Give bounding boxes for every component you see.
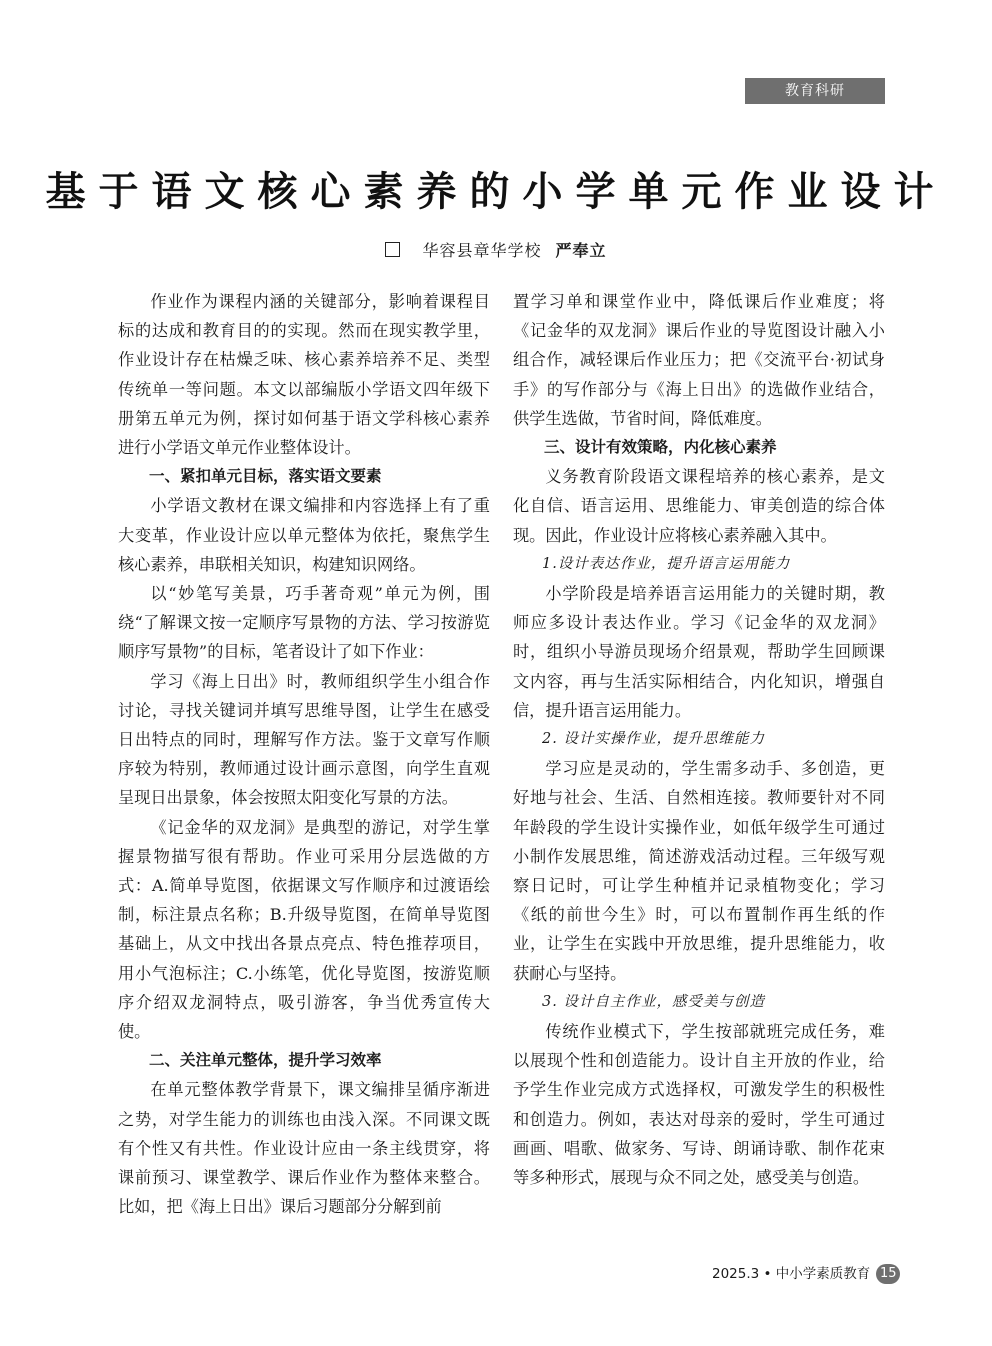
byline <box>0 238 992 261</box>
section-heading-1: 一、紧扣单元目标，落实语文要素 <box>149 467 382 486</box>
subheading-2: 2. 设计实操作业，提升思维能力 <box>542 731 765 748</box>
paragraph: 作业作为课程内涵的关键部分，影响着课程目标的达成和教育目的的实现。然而在现实教学里，作业设计存在枯燥乏味、核心素养培养不足、类型传统单一等问题。本文以部编版小学语文四年级下册第五单元为例，探讨如何基于语文学科核心素养进行小学语文单元作业整体设计。 <box>118 292 490 458</box>
paragraph: 学习应是灵动的，学生需多动手、多创造，更好地与社会、生活、自然相连接。教师要针对不同年龄段的学生设计实操作业，如低年级学生可通过小制作发展思维，简述游戏活动过程。三年级写观察日记时，可让学生种植并记录植物变化；学习《纸的前世今生》时，可以布置制作再生纸的作业，让学生在实践中开放思维，提升思维能力，收获耐心与坚持。 <box>513 759 885 983</box>
section-heading-2: 二、关注单元整体，提升学习效率 <box>149 1051 382 1070</box>
right-column <box>513 287 885 1192</box>
footer <box>712 1263 900 1285</box>
subheading-1: 1.设计表达作业，提升语言运用能力 <box>542 555 791 572</box>
paragraph: 以“妙笔写美景，巧手著奇观”单元为例，围绕“了解课文按一定顺序写景物的方法、学习按游览顺序写景物”的目标，笔者设计了如下作业： <box>118 584 490 662</box>
paragraph: 小学语文教材在课文编排和内容选择上有了重大变革，作业设计应以单元整体为依托，聚焦学生核心素养，串联相关知识，构建知识网络。 <box>118 496 490 574</box>
affiliation: 华容县章华学校 <box>422 241 542 260</box>
section-tab: 教育科研 <box>745 78 885 104</box>
paragraph: 义务教育阶段语文课程培养的核心素养，是文化自信、语言运用、思维能力、审美创造的综合体现。因此，作业设计应将核心素养融入其中。 <box>513 467 885 545</box>
page-number: 15 <box>876 1264 900 1284</box>
section-heading-3: 三、设计有效策略，内化核心素养 <box>544 438 777 457</box>
issue-info: 2025.3 • 中小学素质教育 <box>712 1266 871 1282</box>
paragraph-continued: 置学习单和课堂作业中，降低课后作业难度；将《记金华的双龙洞》课后作业的导览图设计融入小组合作，减轻课后作业压力；把《交流平台·初试身手》的写作部分与《海上日出》的选做作业结合，供学生选做，节省时间，降低难度。 <box>513 292 885 428</box>
subheading-3: 3. 设计自主作业，感受美与创造 <box>542 993 765 1010</box>
paragraph: 学习《海上日出》时，教师组织学生小组合作讨论，寻找关键词并填写思维导图，让学生在感受日出特点的同时，理解写作方法。鉴于文章写作顺序较为特别，教师通过设计画示意图，向学生直观呈现日出景象，体会按照太阳变化写景的方法。 <box>118 671 490 808</box>
paragraph: 小学阶段是培养语言运用能力的关键时期，教师应多设计表达作业。学习《记金华的双龙洞》时，组织小导游员现场介绍景观，帮助学生回顾课文内容，再与生活实际相结合，内化知识，增强自信，提升语言运用能力。 <box>513 584 885 720</box>
box-symbol <box>385 242 400 257</box>
paragraph: 在单元整体教学背景下，课文编排呈循序渐进之势，对学生能力的训练也由浅入深。不同课文既有个性又有共性。作业设计应由一条主线贯穿，将课前预习、课堂教学、课后作业作为整体来整合。比如，把《海上日出》课后习题部分分解到前 <box>118 1080 490 1217</box>
paragraph: 传统作业模式下，学生按部就班完成任务，难以展现个性和创造能力。设计自主开放的作业，给予学生作业完成方式选择权，可激发学生的积极性和创造力。例如，表达对母亲的爱时，学生可通过画画、唱歌、做家务、写诗、朗诵诗歌、制作花束等多种形式，展现与众不同之处，感受美与创造。 <box>513 1022 885 1188</box>
article-title: 基于语文核心素养的小学单元作业设计 <box>45 168 947 215</box>
paragraph: 《记金华的双龙洞》是典型的游记，对学生掌握景物描写很有帮助。作业可采用分层选做的方式：A.简单导览图，依据课文写作顺序和过渡语绘制，标注景点名称；B.升级导览图，在简单导览图基础上，从文中找出各景点亮点、特色推荐项目，用小气泡标注；C.小练笔，优化导览图，按游览顺序介绍双龙洞特点，吸引游客，争当优秀宣传大使。 <box>118 817 490 1042</box>
author: 严奉立 <box>555 241 607 260</box>
left-column <box>118 287 490 1222</box>
